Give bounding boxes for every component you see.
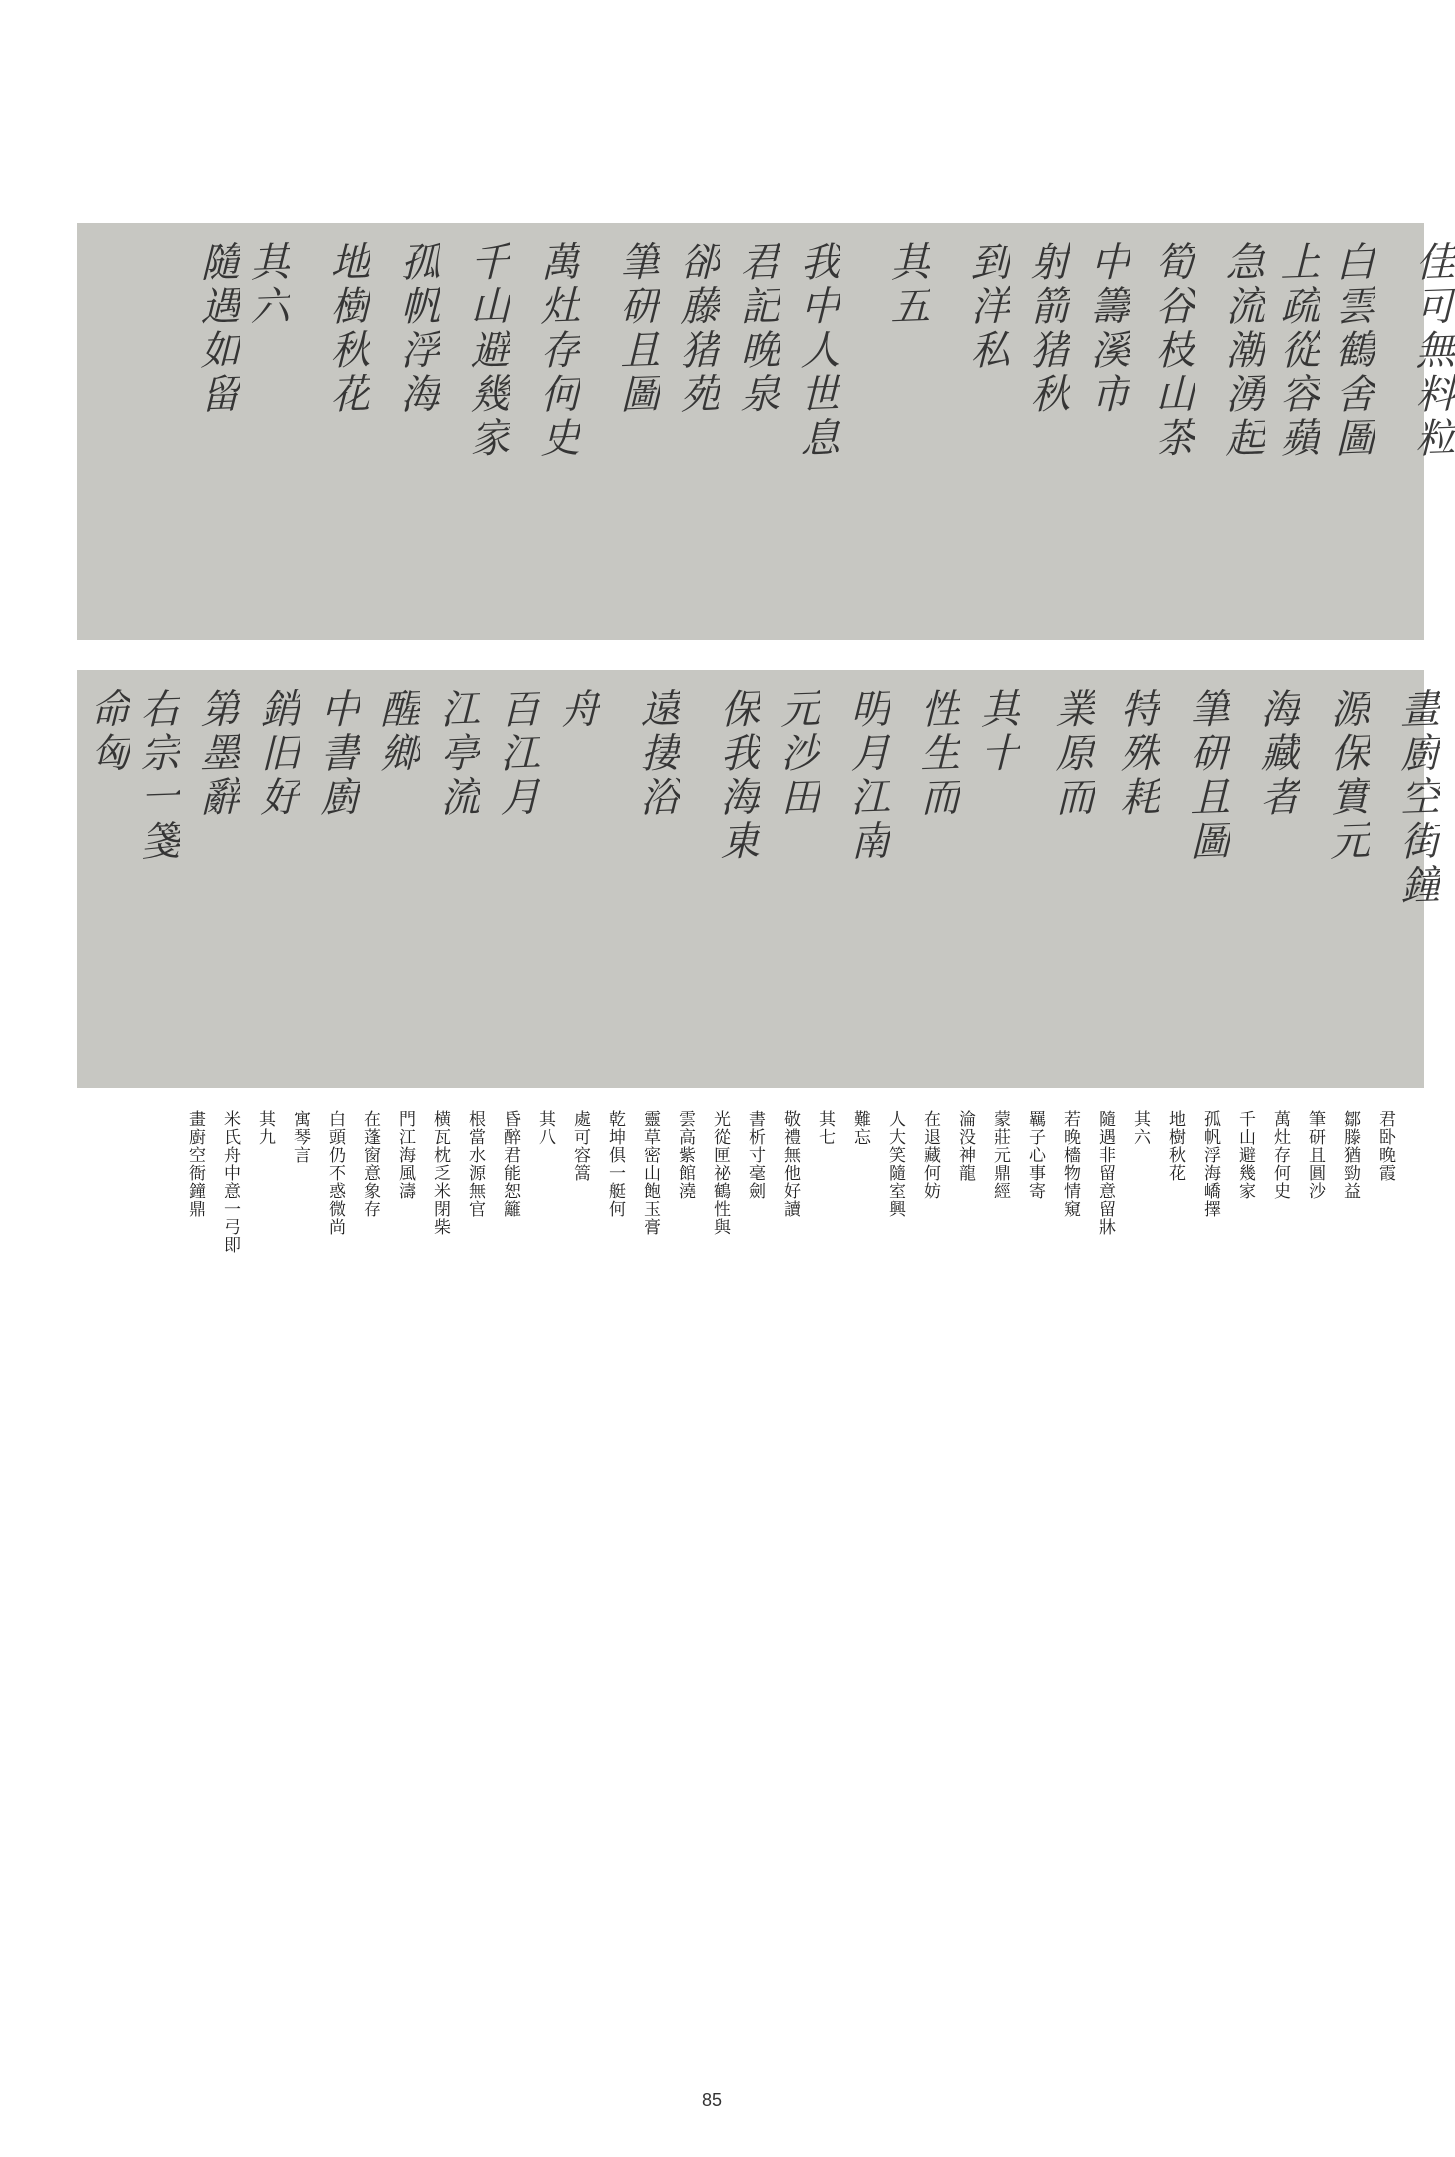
- transcription-line: 蒙莊元鼎經: [990, 1110, 1010, 1200]
- calligraphy-column: 急流潮湧起: [1219, 240, 1265, 462]
- calligraphy-column: 醒鄉: [374, 687, 420, 777]
- calligraphy-column: 其六: [244, 240, 290, 330]
- calligraphy-column: 我中人世息: [794, 240, 840, 462]
- transcription-line: 其七: [815, 1110, 835, 1146]
- transcription-line: 隨遇非留意留牀: [1095, 1110, 1115, 1236]
- transcription-line: 書析寸毫劍: [745, 1110, 765, 1200]
- calligraphy-plate-top: [77, 223, 1455, 640]
- calligraphy-column: 江亭流: [434, 687, 480, 821]
- transcription-line: 白頭仍不惑微尚: [325, 1110, 345, 1236]
- calligraphy-column: 孤帆浮海: [394, 240, 440, 418]
- transcription-line: 難忘: [850, 1110, 870, 1146]
- calligraphy-column: 隨遇如留: [194, 240, 240, 418]
- calligraphy-column: 性生而: [914, 687, 960, 821]
- transcription-line: 若晚檣物情窺: [1060, 1110, 1080, 1218]
- calligraphy-column: 郤藤猪苑: [674, 240, 720, 418]
- transcription-line: 米氏舟中意一弓即: [220, 1110, 240, 1254]
- page-number: 85: [701, 2090, 723, 2110]
- calligraphy-column: 佳可無料粒: [1409, 240, 1455, 462]
- transcription-line: 寓琴言: [290, 1110, 310, 1164]
- transcription-line: 其九: [255, 1110, 275, 1146]
- transcription-line: 門江海風濤: [395, 1110, 415, 1200]
- transcription-line: 君卧晚霞: [1375, 1110, 1395, 1182]
- transcription-line: 人大笑隨室興: [885, 1110, 905, 1218]
- transcription-line: 敬禮無他好讀: [780, 1110, 800, 1218]
- calligraphy-column: 遠捿浴: [634, 687, 680, 821]
- transcription-line: 其六: [1130, 1110, 1150, 1146]
- calligraphy-column: 特殊耗: [1114, 687, 1160, 821]
- transcription-line: 地樹秋花: [1165, 1110, 1185, 1182]
- calligraphy-column: 筆研且圖: [1184, 687, 1230, 865]
- transcription-line: 在退藏何妨: [920, 1110, 940, 1200]
- calligraphy-column: 海藏者: [1254, 687, 1300, 821]
- transcription-line: 千山避幾家: [1235, 1110, 1255, 1200]
- transcription-line: 淪没神龍: [955, 1110, 975, 1182]
- calligraphy-column: 中籌溪市: [1084, 240, 1130, 418]
- calligraphy-column: 筆研且圖: [614, 240, 660, 418]
- calligraphy-column: 其五: [884, 240, 930, 330]
- transcription-line: 萬灶存何史: [1270, 1110, 1290, 1200]
- transcription-line: 乾坤俱一艇何: [605, 1110, 625, 1218]
- transcription-line: 横瓦枕乏米閉柴: [430, 1110, 450, 1236]
- calligraphy-column: 其十: [974, 687, 1020, 777]
- transcription-line: 鄒滕猶勁益: [1340, 1110, 1360, 1200]
- calligraphy-column: 萬灶存何史: [534, 240, 580, 462]
- calligraphy-column: 保我海東: [714, 687, 760, 865]
- calligraphy-column: 射箭猪秋: [1024, 240, 1070, 418]
- transcription-line: 光從匣祕鶴性與: [710, 1110, 730, 1236]
- calligraphy-column: 上疏從容蘋: [1274, 240, 1320, 462]
- calligraphy-column: 到洋私: [964, 240, 1010, 374]
- calligraphy-column: 筍谷枝山茶: [1149, 240, 1195, 462]
- calligraphy-column: 業原而: [1049, 687, 1095, 821]
- transcription-line: 處可容篙: [570, 1110, 590, 1182]
- transcription-line: 雲高紫館澆: [675, 1110, 695, 1200]
- calligraphy-column: 千山避幾家: [464, 240, 510, 462]
- calligraphy-column: 命匈: [84, 687, 130, 777]
- calligraphy-column: 明月江南: [844, 687, 890, 865]
- transcription-line: 其八: [535, 1110, 555, 1146]
- calligraphy-column: 源保實元: [1324, 687, 1370, 865]
- transcription-line: 根當水源無官: [465, 1110, 485, 1218]
- calligraphy-column: 中書廚: [314, 687, 360, 821]
- calligraphy-column: 舟: [554, 687, 600, 733]
- calligraphy-column: 畫廚空街鐘: [1394, 687, 1440, 909]
- transcription-line: 筆研且圓沙: [1305, 1110, 1325, 1200]
- transcription-line: 靈草密山飽玉膏: [640, 1110, 660, 1236]
- calligraphy-column: 君記晚泉: [734, 240, 780, 418]
- calligraphy-column: 第墨辭: [194, 687, 240, 821]
- transcription-line: 孤帆浮海嶠擇: [1200, 1110, 1220, 1218]
- calligraphy-plate-bottom: [77, 670, 1440, 1088]
- calligraphy-column: 白雲鶴舍圖: [1329, 240, 1375, 462]
- transcription-line: 畫廚空衙鐘鼎: [185, 1110, 205, 1218]
- calligraphy-column: 右宗一箋: [134, 687, 180, 865]
- calligraphy-column: 地樹秋花: [324, 240, 370, 418]
- transcription-line: 羈子心事寄: [1025, 1110, 1045, 1200]
- calligraphy-column: 百江月: [494, 687, 540, 821]
- transcription-line: 昏醉君能恕籬: [500, 1110, 520, 1218]
- calligraphy-column: 元沙田: [774, 687, 820, 821]
- calligraphy-column: 銷旧好: [254, 687, 300, 821]
- transcription-text: [42, 1110, 1402, 1330]
- transcription-line: 在蓬窗意象存: [360, 1110, 380, 1218]
